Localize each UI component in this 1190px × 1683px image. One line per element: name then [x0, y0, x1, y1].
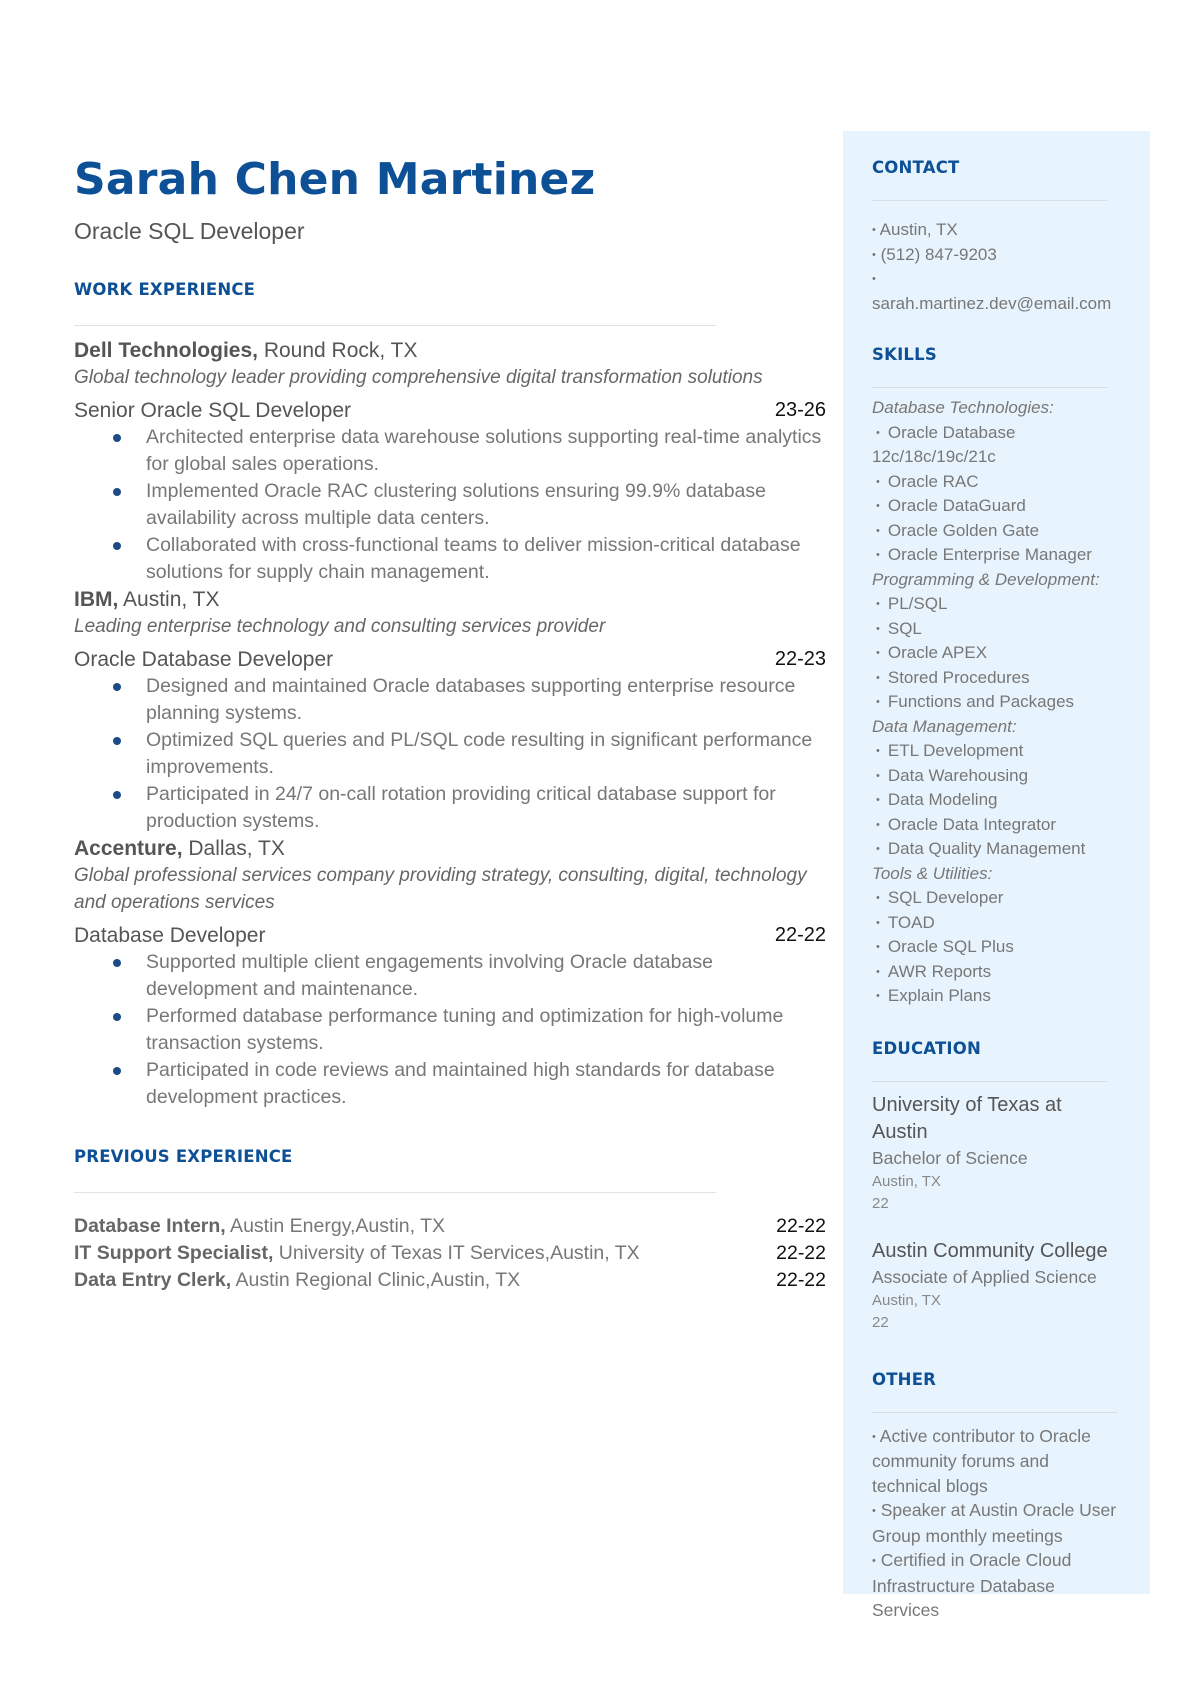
role-row [74, 922, 826, 949]
achievement-text: Implemented Oracle RAC clustering solutions ensuring 99.9% database availability across multiple data centers. [146, 480, 767, 529]
role-dates: 22-23 [774, 648, 826, 670]
skill-text: Data Modeling [887, 790, 998, 809]
role-title: Senior Oracle SQL Developer [74, 399, 352, 422]
other-item [872, 1424, 1122, 1499]
bullet-icon: • [876, 549, 880, 561]
achievement-text: Architected enterprise data warehouse solutions supporting real-time analytics for global sales operations. [146, 426, 822, 475]
role-dates: 22-22 [774, 924, 826, 946]
role-title: Oracle Database Developer [74, 648, 334, 671]
achievement-text: Optimized SQL queries and PL/SQL code resulting in significant performance improvements. [146, 729, 813, 778]
other-item [872, 1498, 1122, 1548]
school-location: Austin, TX [872, 1291, 941, 1309]
bullet-icon [113, 683, 121, 691]
bullet-icon [113, 542, 121, 550]
contact-email [872, 267, 1134, 316]
section-divider [872, 387, 1107, 388]
sidebar [872, 158, 1134, 1623]
contact-text: (512) 847-9203 [880, 244, 997, 264]
school-name: Austin Community College [872, 1239, 1108, 1262]
bullet-icon: • [876, 500, 880, 512]
bullet-icon: • [872, 224, 876, 236]
achievement-item [74, 424, 826, 478]
skill-item [872, 960, 1134, 985]
role-dates: 23-26 [774, 399, 826, 421]
previous-dates: 22-22 [776, 1269, 826, 1291]
previous-role: Database Intern, [74, 1215, 226, 1237]
bullet-icon: • [876, 892, 880, 904]
skill-text: Oracle Enterprise Manager [887, 545, 1092, 564]
bullet-icon: • [876, 524, 880, 537]
previous-experience-item [74, 1240, 826, 1267]
previous-dates: 22-22 [776, 1242, 826, 1264]
skill-item [872, 421, 1134, 470]
bullet-icon: • [876, 941, 880, 953]
previous-experience-list [74, 1213, 826, 1294]
bullet-icon: • [872, 273, 876, 285]
skill-category: Data Management: [872, 716, 1017, 736]
skill-text: Functions and Packages [887, 692, 1075, 711]
skills-list [872, 396, 1134, 1009]
bullet-icon: • [872, 1505, 876, 1517]
candidate-name: Sarah Chen Martinez [74, 154, 596, 205]
bullet-icon: • [876, 769, 880, 782]
skill-item [872, 543, 1134, 568]
company-description: Leading enterprise technology and consulting services provider [74, 616, 606, 637]
skill-text: Data Warehousing [887, 765, 1029, 785]
skill-item [872, 935, 1134, 960]
bullet-icon: • [872, 1430, 876, 1443]
skill-text: Oracle APEX [887, 643, 988, 662]
achievement-text: Supported multiple client engagements involving Oracle database development and maintenance. [146, 951, 713, 1000]
graduation-year: 22 [872, 1313, 889, 1331]
other-text: Certified in Oracle Cloud Infrastructure Database Services [872, 1550, 1072, 1620]
company-location: Dallas, TX [182, 837, 285, 860]
skill-category: Database Technologies: [872, 398, 1054, 417]
work-experience-heading: WORK EXPERIENCE [74, 280, 256, 299]
skill-item [872, 764, 1134, 789]
other-text: Speaker at Austin Oracle User Group monthly meetings [872, 1500, 1117, 1546]
skill-item [872, 519, 1134, 544]
skill-item [872, 837, 1134, 862]
achievement-item [74, 949, 826, 1003]
skill-text: AWR Reports [887, 961, 992, 981]
section-divider [872, 200, 1107, 201]
company-name: Accenture, [74, 837, 183, 860]
achievement-item [74, 727, 826, 781]
achievement-list [74, 949, 826, 1111]
bullet-icon [113, 1067, 121, 1075]
section-divider [74, 1192, 716, 1193]
bullet-icon [113, 1013, 121, 1021]
previous-experience-item [74, 1267, 826, 1294]
contact-list [872, 218, 1134, 316]
skills-heading: SKILLS [872, 345, 937, 364]
skill-item [872, 813, 1134, 838]
skill-text: Stored Procedures [887, 667, 1030, 687]
other-heading: OTHER [872, 1369, 937, 1389]
skill-item [872, 739, 1134, 764]
bullet-icon: • [876, 622, 880, 635]
skill-text: Oracle Golden Gate [887, 520, 1040, 540]
bullet-icon [113, 737, 121, 745]
bullet-icon: • [876, 916, 880, 929]
graduation-year: 22 [872, 1194, 889, 1212]
company-name: IBM, [74, 588, 119, 611]
school-name: University of Texas at Austin [872, 1093, 1062, 1143]
bullet-icon [113, 959, 121, 967]
achievement-text: Participated in code reviews and maintained high standards for database development practices. [146, 1059, 775, 1108]
skill-item [872, 641, 1134, 666]
bullet-icon: • [876, 696, 880, 708]
skill-text: Explain Plans [887, 986, 991, 1005]
skill-text: Data Quality Management [887, 839, 1086, 858]
skill-text: Oracle DataGuard [887, 496, 1026, 515]
role-row [74, 646, 826, 673]
bullet-icon: • [876, 671, 880, 684]
bullet-icon: • [876, 818, 880, 831]
company-description: Global professional services company providing strategy, consulting, digital, technology and operations services [74, 865, 807, 913]
bullet-icon: • [876, 475, 880, 488]
skill-text: PL/SQL [887, 594, 948, 613]
skill-item [872, 886, 1134, 911]
bullet-icon: • [876, 794, 880, 806]
job-entry [74, 835, 826, 1111]
job-title: Oracle SQL Developer [74, 218, 305, 244]
bullet-icon [113, 488, 121, 496]
education-heading: EDUCATION [872, 1038, 981, 1058]
achievement-text: Collaborated with cross-functional teams to deliver mission-critical database solutions for supply chain management. [146, 534, 801, 583]
company-name: Dell Technologies, [74, 339, 258, 362]
previous-experience-item [74, 1213, 826, 1240]
role-row [74, 397, 826, 424]
skill-text: SQL [887, 618, 922, 638]
education-entry [872, 1092, 1134, 1215]
contact-heading: CONTACT [872, 158, 960, 177]
other-item [872, 1548, 1122, 1623]
bullet-icon: • [876, 598, 880, 610]
job-entry [74, 586, 826, 835]
skill-item [872, 690, 1134, 715]
other-text: Active contributor to Oracle community forums and technical blogs [872, 1425, 1091, 1496]
skill-item [872, 911, 1134, 936]
previous-employer: Austin Regional Clinic,Austin, TX [231, 1269, 521, 1291]
section-divider [872, 1081, 1107, 1082]
skill-category: Programming & Development: [872, 569, 1100, 589]
bullet-icon: • [876, 843, 880, 855]
company-location: Round Rock, TX [257, 339, 418, 362]
skill-item [872, 984, 1134, 1009]
bullet-icon: • [872, 1555, 876, 1567]
bullet-icon: • [876, 426, 880, 439]
achievement-item [74, 532, 826, 586]
section-divider [74, 325, 716, 326]
skill-text: Oracle RAC [887, 471, 979, 491]
degree: Bachelor of Science [872, 1147, 1028, 1168]
skill-item [872, 617, 1134, 642]
previous-dates: 22-22 [776, 1215, 826, 1237]
bullet-icon: • [872, 248, 876, 261]
skill-item [872, 470, 1134, 495]
job-entry [74, 337, 826, 586]
bullet-icon: • [876, 990, 880, 1002]
contact-phone [872, 243, 1134, 268]
education-entry [872, 1238, 1134, 1334]
previous-experience-heading: PREVIOUS EXPERIENCE [74, 1147, 293, 1166]
achievement-item [74, 1057, 826, 1111]
role-title: Database Developer [74, 924, 266, 947]
skill-item [872, 666, 1134, 691]
other-list [872, 1424, 1122, 1623]
company-location: Austin, TX [118, 588, 220, 611]
company-line [74, 586, 826, 613]
achievement-item [74, 781, 826, 835]
skill-text: Oracle SQL Plus [887, 937, 1014, 956]
skill-text: ETL Development [887, 741, 1024, 760]
achievement-item [74, 673, 826, 727]
degree: Associate of Applied Science [872, 1266, 1097, 1287]
company-description: Global technology leader providing comprehensive digital transformation solutions [74, 367, 763, 388]
achievement-list [74, 673, 826, 835]
skill-category: Tools & Utilities: [872, 863, 993, 883]
contact-text: Austin, TX [879, 220, 958, 239]
skill-text: SQL Developer [887, 888, 1004, 907]
achievement-text: Designed and maintained Oracle databases supporting enterprise resource planning systems. [146, 675, 796, 724]
achievement-text: Participated in 24/7 on-call rotation providing critical database support for production systems. [146, 783, 776, 832]
achievement-list [74, 424, 826, 586]
skill-item [872, 592, 1134, 617]
achievement-item [74, 1003, 826, 1057]
bullet-icon: • [876, 647, 880, 659]
company-line [74, 337, 826, 364]
skill-item [872, 494, 1134, 519]
bullet-icon [113, 434, 121, 442]
section-divider [872, 1412, 1117, 1413]
bullet-icon [113, 791, 121, 799]
main-column [74, 150, 826, 1294]
skill-text: Oracle Database 12c/18c/19c/21c [872, 422, 1016, 466]
skill-text: TOAD [887, 912, 935, 932]
skill-item [872, 788, 1134, 813]
email-link[interactable]: sarah.martinez.dev@email.com [872, 293, 1112, 313]
previous-employer: University of Texas IT Services,Austin, TX [273, 1242, 640, 1264]
achievement-text: Performed database performance tuning and optimization for high-volume transaction systems. [146, 1005, 784, 1054]
previous-employer: Austin Energy,Austin, TX [225, 1215, 446, 1237]
school-location: Austin, TX [872, 1172, 941, 1190]
bullet-icon: • [876, 965, 880, 978]
previous-role: Data Entry Clerk, [74, 1269, 232, 1291]
bullet-icon: • [876, 745, 880, 757]
achievement-item [74, 478, 826, 532]
previous-role: IT Support Specialist, [74, 1242, 274, 1264]
skill-text: Oracle Data Integrator [887, 814, 1057, 834]
contact-location [872, 218, 1134, 243]
company-line [74, 835, 826, 862]
